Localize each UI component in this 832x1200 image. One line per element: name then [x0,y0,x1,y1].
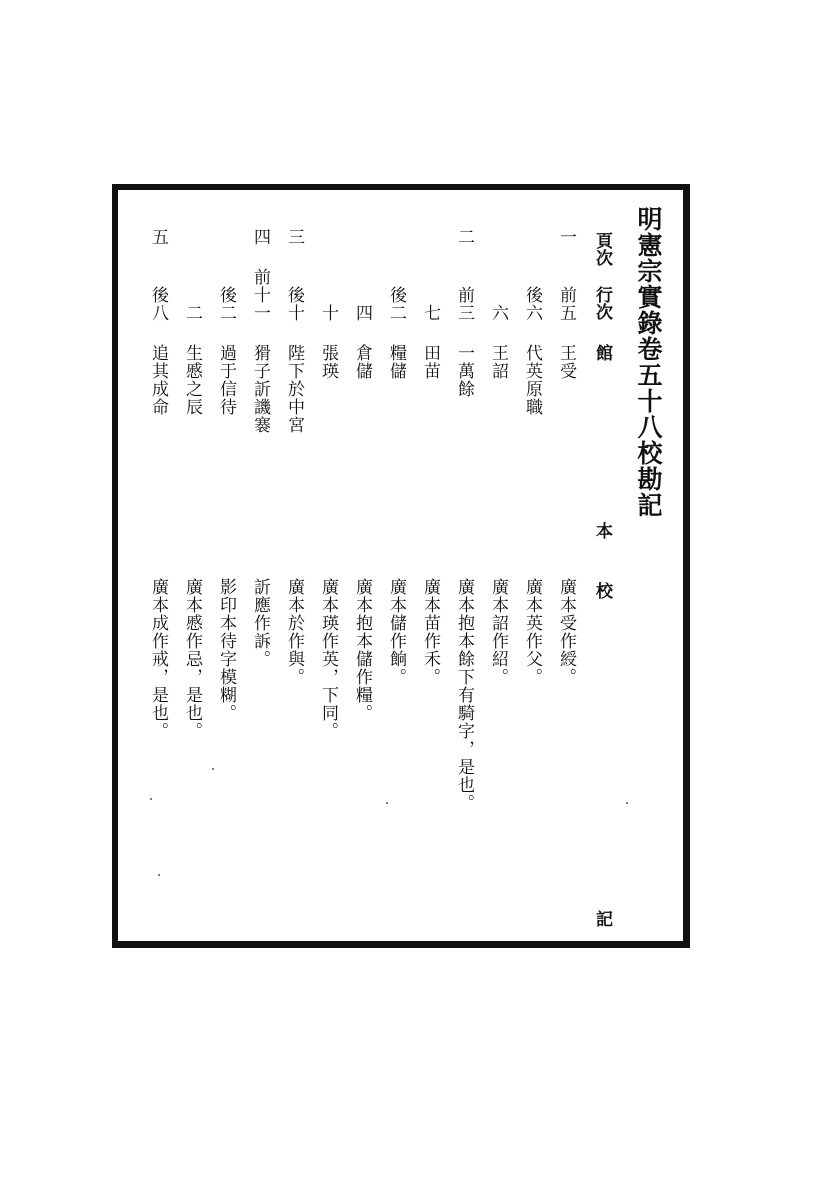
line-number: 六 [488,304,508,322]
collation-note: 廣本受作綬。 [556,578,576,686]
page-number: 四 [250,228,270,246]
page-number: 三 [284,228,304,246]
header-ben: 本 [592,522,612,539]
collation-note: 廣本瑛作英，下同。 [318,578,338,740]
collation-note: 廣本苗作禾。 [420,578,440,686]
header-jiao: 校 [592,582,612,599]
collation-note: 影印本待字模糊。 [216,578,236,722]
line-number: 二 [182,304,202,322]
line-number: 十 [318,304,338,322]
line-number: 後八 [148,286,168,322]
cited-text: 追其成命 [148,344,168,416]
cited-text: 王詔 [488,344,508,380]
line-number: 後六 [522,286,542,322]
cited-text: 一萬餘 [454,344,474,398]
cited-text: 王受 [556,344,576,380]
cited-text: 過于信待 [216,344,236,416]
collation-note: 廣本成作戒，是也。 [148,578,168,740]
collation-note: 廣本慼作忌，是也。 [182,578,202,740]
cited-text: 代英原職 [522,344,542,416]
cited-text: 猾子訢譏褰 [250,344,270,434]
cited-text: 生慼之辰 [182,344,202,416]
collation-note: 廣本英作父。 [522,578,542,686]
page-number: 五 [148,228,168,246]
page-number: 二 [454,228,474,246]
header-guan: 館 [592,344,612,361]
collation-note: 廣本於作與。 [284,578,304,686]
collation-note: 廣本詔作紹。 [488,578,508,686]
header-line-label: 行次 [592,286,612,320]
cited-text: 田苗 [420,344,440,380]
collation-note: 訢應作訴。 [250,578,270,668]
scan-speck [386,802,388,804]
line-number: 四 [352,304,372,322]
cited-text: 張瑛 [318,344,338,380]
line-number: 前三 [454,286,474,322]
line-number: 後二 [386,286,406,322]
scan-speck [150,798,152,800]
cited-text: 糧儲 [386,344,406,380]
header-ji: 記 [592,910,612,927]
collation-note: 廣本儲作餉。 [386,578,406,686]
line-number: 前五 [556,286,576,322]
scan-speck [158,874,160,876]
header-page-line: 頁次 [592,232,612,266]
line-number: 後二 [216,286,236,322]
cited-text: 倉儲 [352,344,372,380]
page-title: 明憲宗實錄卷五十八校勘記 [634,206,663,518]
collation-note: 廣本抱本儲作糧。 [352,578,372,722]
line-number: 七 [420,304,440,322]
scan-speck [212,768,214,770]
line-number: 後十 [284,286,304,322]
line-number: 前十一 [250,268,270,322]
collation-note: 廣本抱本餘下有騎字，是也。 [454,578,474,812]
cited-text: 陛下於中宮 [284,344,304,434]
page-number: 一 [556,228,576,246]
scan-speck [626,802,628,804]
